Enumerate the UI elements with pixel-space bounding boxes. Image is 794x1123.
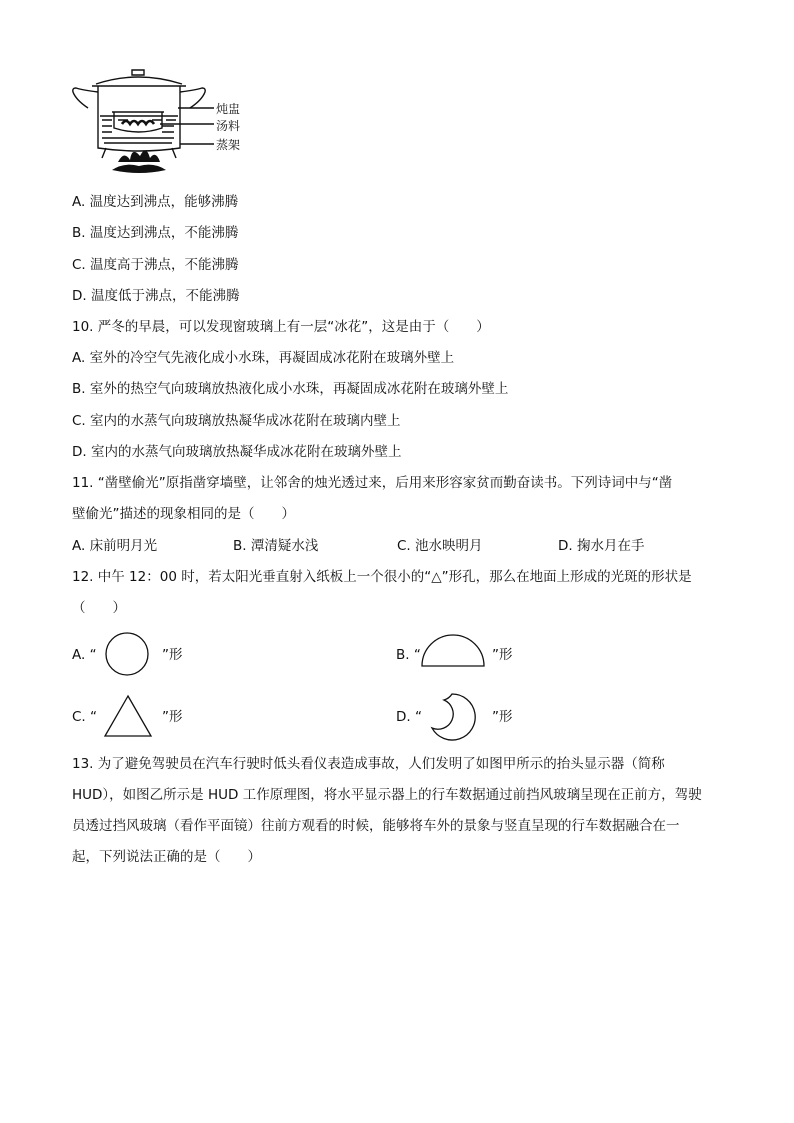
q13-line3: 员透过挡风玻璃（看作平面镜）往前方观看的时候，能够将车外的景象与竖直呈现的行车数据融合在一: [72, 818, 680, 834]
q11-stem-line2: 壁偷光”描述的现象相同的是（ ）: [72, 506, 295, 522]
q12-option-d-suffix: ”形: [492, 709, 513, 725]
q11-stem-line1: 11. “凿壁偷光”原指凿穿墙壁，让邻舍的烛光透过来，后用来形容家贫而勤奋读书。下列诗词中与“凿: [72, 475, 673, 491]
q10-option-a: A. 室外的冷空气先液化成小水珠，再凝固成冰花附在玻璃外壁上: [72, 350, 455, 366]
q12-option-b-suffix: ”形: [492, 647, 513, 663]
q12-option-b-prefix: B. “: [396, 647, 421, 663]
q11-option-c: C. 池水映明月: [397, 538, 483, 554]
label-soup: 汤料: [216, 119, 241, 133]
q9-option-b: B. 温度达到沸点，不能沸腾: [72, 225, 239, 241]
label-steam-rack: 蒸架: [216, 138, 241, 152]
crescent-shape-icon: [422, 690, 484, 742]
q11-option-a: A. 床前明月光: [72, 538, 158, 554]
q12-option-a-prefix: A. “: [72, 647, 97, 663]
q12-option-a: [72, 630, 232, 680]
q12-option-c: [72, 692, 232, 742]
q9-option-c: C. 温度高于沸点，不能沸腾: [72, 257, 239, 273]
q12-option-d: [396, 690, 556, 740]
q12-option-d-prefix: D. “: [396, 709, 422, 725]
q12-option-c-prefix: C. “: [72, 709, 98, 725]
steamer-pot-figure: [66, 66, 256, 178]
q10-option-d: D. 室内的水蒸气向玻璃放热凝华成冰花附在玻璃外壁上: [72, 444, 402, 460]
q13-line2: HUD），如图乙所示是 HUD 工作原理图，将水平显示器上的行车数据通过前挡风玻璃呈现在正前方，驾驶: [72, 787, 702, 803]
triangle-shape-icon: [102, 692, 154, 740]
q12-stem-line2: （ ）: [72, 600, 126, 616]
q11-option-b: B. 潭清疑水浅: [233, 538, 319, 554]
q9-option-a: A. 温度达到沸点，能够沸腾: [72, 194, 239, 210]
circle-shape-icon: [104, 630, 150, 678]
q9-option-d: D. 温度低于沸点，不能沸腾: [72, 288, 240, 304]
q13-line4: 起，下列说法正确的是（ ）: [72, 849, 261, 865]
q10-option-c: C. 室内的水蒸气向玻璃放热凝华成冰花附在玻璃内壁上: [72, 413, 401, 429]
q13-line1: 13. 为了避免驾驶员在汽车行驶时低头看仪表造成事故，人们发明了如图甲所示的抬头显示器（简称: [72, 756, 665, 772]
q12-stem-line1: 12. 中午 12：00 时，若太阳光垂直射入纸板上一个很小的“△”形孔，那么在地面上形成的光斑的形状是: [72, 569, 692, 585]
q11-option-d: D. 掬水月在手: [558, 538, 645, 554]
q10-option-b: B. 室外的热空气向玻璃放热液化成小水珠，再凝固成冰花附在玻璃外壁上: [72, 381, 509, 397]
q12-option-a-suffix: ”形: [162, 647, 183, 663]
q10-stem: 10. 严冬的早晨，可以发现窗玻璃上有一层“冰花”，这是由于（ ）: [72, 319, 490, 335]
label-steaming-cup: 炖盅: [216, 102, 241, 116]
q12-option-c-suffix: ”形: [162, 709, 183, 725]
q12-option-b: [396, 630, 556, 680]
semicircle-shape-icon: [420, 630, 486, 678]
